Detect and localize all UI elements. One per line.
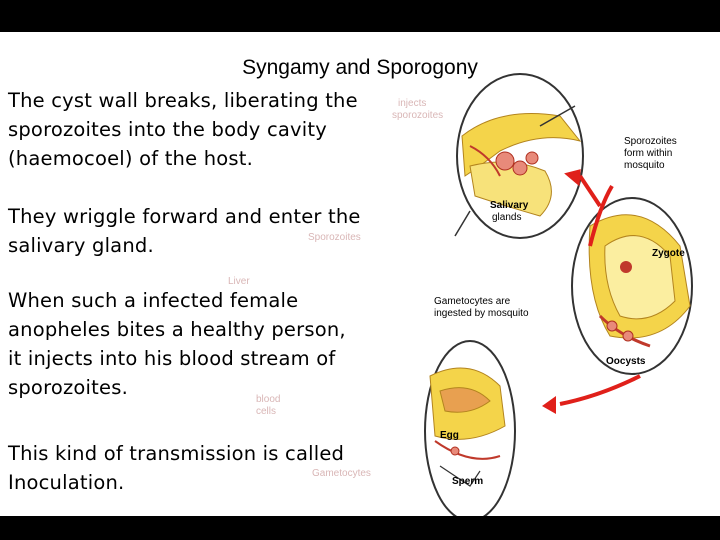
- paragraph-cyst-wall: [8, 86, 358, 173]
- gametocyte-illustration: [425, 341, 515, 516]
- label-glands: glands: [492, 212, 522, 223]
- label-sporozoites-form-2: form within: [624, 148, 673, 159]
- top-strip: [0, 32, 720, 46]
- bg-label-blood: blood: [256, 394, 281, 405]
- paragraph-line: They wriggle forward and enter the: [8, 205, 361, 228]
- label-sperm: Sperm: [452, 476, 484, 487]
- paragraph-line: it injects into his blood stream of: [8, 347, 336, 370]
- zygote-illustration: [572, 198, 692, 374]
- label-gametocytes-2: ingested by mosquito: [434, 308, 529, 319]
- paragraph-wriggle: [8, 202, 361, 260]
- paragraph-line: (haemocoel) of the host.: [8, 147, 253, 170]
- paragraph-line: When such a infected female: [8, 289, 299, 312]
- bg-label-cells: cells: [256, 406, 277, 417]
- label-sporozoites-form-1: Sporozoites: [624, 136, 677, 147]
- paragraph-infected-female: [8, 286, 346, 402]
- paragraph-line: Inoculation.: [8, 471, 125, 494]
- paragraph-line: salivary gland.: [8, 234, 154, 257]
- bg-label-sporozoites-top: sporozoites: [392, 110, 444, 121]
- label-egg: Egg: [440, 430, 459, 441]
- label-oocysts: Oocysts: [606, 356, 646, 367]
- paragraph-line: The cyst wall breaks, liberating the: [8, 89, 358, 112]
- slide-content: [0, 46, 720, 516]
- label-sporozoites-form-3: mosquito: [624, 160, 665, 171]
- bg-label-liver: Liver: [228, 276, 250, 287]
- slide-title: Syngamy and Sporogony: [242, 56, 478, 79]
- bg-label-injects: injects: [398, 98, 427, 109]
- paragraph-line: sporozoites.: [8, 376, 128, 399]
- bg-label-gametocytes: Gametocytes: [312, 468, 371, 479]
- paragraph-line: This kind of transmission is called: [8, 442, 345, 465]
- label-salivary: Salivary: [490, 200, 529, 211]
- label-zygote: Zygote: [652, 248, 685, 259]
- paragraph-line: anopheles bites a healthy person,: [8, 318, 346, 341]
- paragraph-transmission: [8, 439, 344, 497]
- bg-label-sporozoites-mid: Sporozoites: [308, 232, 361, 243]
- label-gametocytes-1: Gametocytes are: [434, 296, 511, 307]
- paragraph-line: sporozoites into the body cavity: [8, 118, 327, 141]
